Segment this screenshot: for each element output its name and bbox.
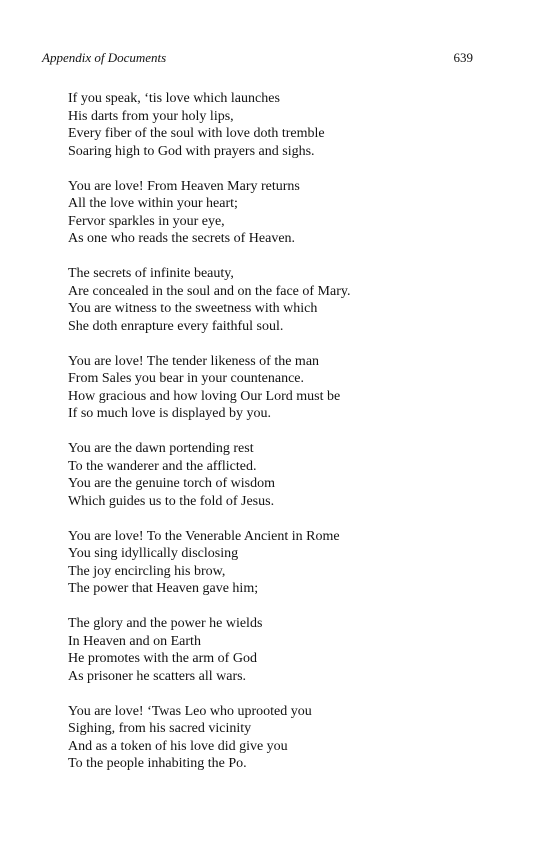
poem-line: The glory and the power he wields — [68, 616, 263, 631]
poem-line: He promotes with the arm of God — [68, 651, 257, 666]
poem-line: If you speak, ‘tis love which launches — [68, 91, 280, 106]
poem-line: Every fiber of the soul with love doth tremble — [68, 126, 325, 141]
poem-line: All the love within your heart; — [68, 196, 238, 211]
poem-line: And as a token of his love did give you — [68, 738, 288, 754]
poem-line: In Heaven and on Earth — [68, 633, 201, 649]
poem-line: You are love! The tender likeness of the man — [68, 353, 320, 369]
poem-line: The secrets of infinite beauty, — [68, 266, 234, 281]
running-title: Appendix of Documents — [42, 50, 167, 65]
poem-line: From Sales you bear in your countenance. — [68, 371, 304, 386]
stanza-2 — [68, 178, 488, 248]
page-number: 639 — [453, 50, 473, 65]
poem-line: Soaring high to God with prayers and sighs. — [68, 143, 315, 159]
poem-line: How gracious and how loving Our Lord must be — [68, 388, 341, 404]
poem-line: Are concealed in the soul and on the face of Mary. — [68, 283, 351, 299]
poem-line: You are love! From Heaven Mary returns — [68, 178, 300, 194]
poem-line: The power that Heaven gave him; — [68, 581, 259, 596]
poem-line: You are love! To the Venerable Ancient in Rome — [68, 528, 340, 544]
stanza-7 — [68, 615, 488, 685]
stanza-6 — [68, 528, 488, 598]
poem-line: The joy encircling his brow, — [68, 563, 226, 579]
stanza-4 — [68, 353, 488, 423]
poem-line: As one who reads the secrets of Heaven. — [68, 231, 296, 246]
stanza-3 — [68, 265, 488, 335]
poem-line: She doth enrapture every faithful soul. — [68, 318, 284, 334]
poem-line: To the wanderer and the afflicted. — [68, 458, 257, 474]
poem-line: If so much love is displayed by you. — [68, 406, 271, 421]
poem-line: You are the genuine torch of wisdom — [68, 476, 275, 491]
poem-line: You sing idyllically disclosing — [68, 546, 239, 561]
poem-line: Fervor sparkles in your eye, — [68, 213, 225, 229]
poem-line: As prisoner he scatters all wars. — [68, 668, 247, 684]
poem-line: To the people inhabiting the Po. — [68, 756, 247, 771]
poem-line: You are love! ‘Twas Leo who uprooted you — [68, 703, 312, 719]
poem-line: You are the dawn portending rest — [68, 441, 254, 456]
stanza-1 — [68, 90, 488, 160]
stanza-5 — [68, 440, 488, 510]
poem-body — [68, 90, 488, 790]
poem-line: You are witness to the sweetness with which — [68, 301, 318, 316]
poem-line: Sighing, from his sacred vicinity — [68, 721, 252, 736]
stanza-8 — [68, 703, 488, 773]
poem-line: His darts from your holy lips, — [68, 108, 234, 124]
poem-line: Which guides us to the fold of Jesus. — [68, 493, 275, 509]
